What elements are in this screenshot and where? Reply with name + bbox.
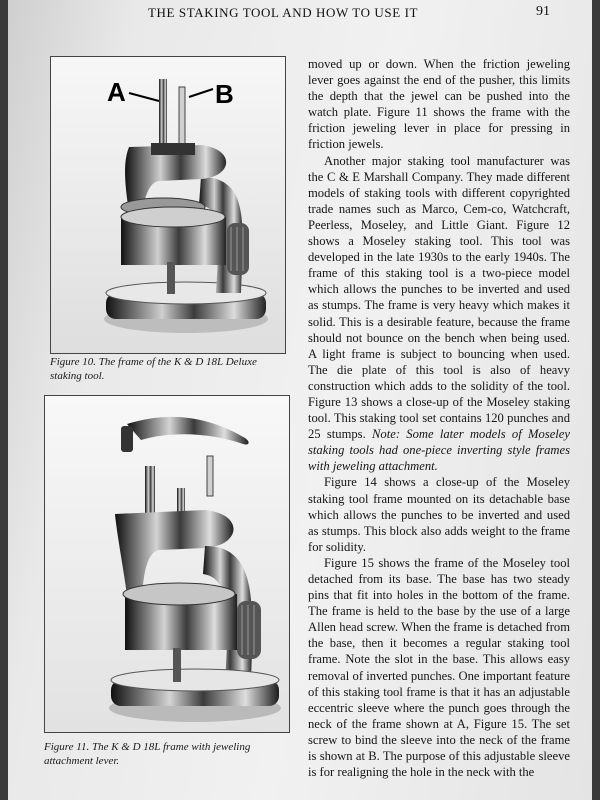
paragraph-2-text: Another major staking tool manufacturer was the C & E Marshall Company. They made different models of staking tools with different copyrighted trade names such as Marco, Cem-co, Watchcraft, Peerless, Moseley, and Little Giant. Figure 12 shows a Moseley staking tool. This tool was developed in the late 1930s to the early 1940s. The frame of this staking tool is a two-piece model which allows the punches to be inverted and used as stumps. The frame is very heavy which makes it solid. This is a desirable feature, because the frame should not bounce on the bench when being used. A light frame is subject to bouncing when used. The die plate of this tool is also of heavy construction which adds to the solidity of the tool. Figure 13 shows a close-up of the Moseley staking tool. This staking tool set contains 120 punches and 25 stumps. xyxy=(308,153,570,442)
figure-11-caption: Figure 11. The K & D 18L frame with jeweling attachment lever. xyxy=(44,741,251,767)
staking-tool-frame-image xyxy=(51,57,285,353)
figure-10-caption: Figure 10. The frame of the K & D 18L Deluxe staking tool. xyxy=(50,356,257,382)
paragraph-2-note: Note: Some later models of Moseley staking tools had one-piece inverting style frames with jeweling attachment. xyxy=(308,427,570,474)
running-head: THE STAKING TOOL AND HOW TO USE IT xyxy=(148,5,419,20)
label-a: A xyxy=(107,77,126,107)
figure-10-photo xyxy=(50,56,286,354)
paragraph-3: Figure 14 shows a close-up of the Moseley staking tool frame mounted on its detachable base which allows the punches to be inverted and used as stumps. This block also adds weight to the frame for solidity. xyxy=(308,475,570,554)
figure-11-photo xyxy=(44,395,290,733)
body-text-column xyxy=(308,56,570,780)
paragraph-1: moved up or down. When the friction jeweling lever goes against the end of the pusher, this limits the depth that the jewel can be pushed into the watch plate. Figure 11 shows the frame with the friction jeweling lever in place for pressing in friction jewels. xyxy=(308,57,570,152)
staking-tool-with-jeweling-lever-image xyxy=(45,396,289,732)
label-b: B xyxy=(215,79,234,109)
book-page xyxy=(8,0,592,800)
paragraph-2 xyxy=(308,153,570,475)
paragraph-4: Figure 15 shows the frame of the Moseley tool detached from its base. The base has two steady pins that fit into holes in the bottom of the frame. The frame is held to the base by the use of a large Allen head screw. When the frame is detached from the base, then it becomes a regular staking tool frame. Note the slot in the base. This allows easy removal of inverted punches. One important feature of this staking tool frame is that it has an adjustable eccentric sleeve where the punch goes through the neck of the frame shown at A, Figure 15. The set screw to bind the sleeve into the neck of the frame is shown at B. The purpose of this adjustable sleeve is for realigning the hole in the neck with the xyxy=(308,555,570,780)
page-number: 91 xyxy=(536,4,550,19)
